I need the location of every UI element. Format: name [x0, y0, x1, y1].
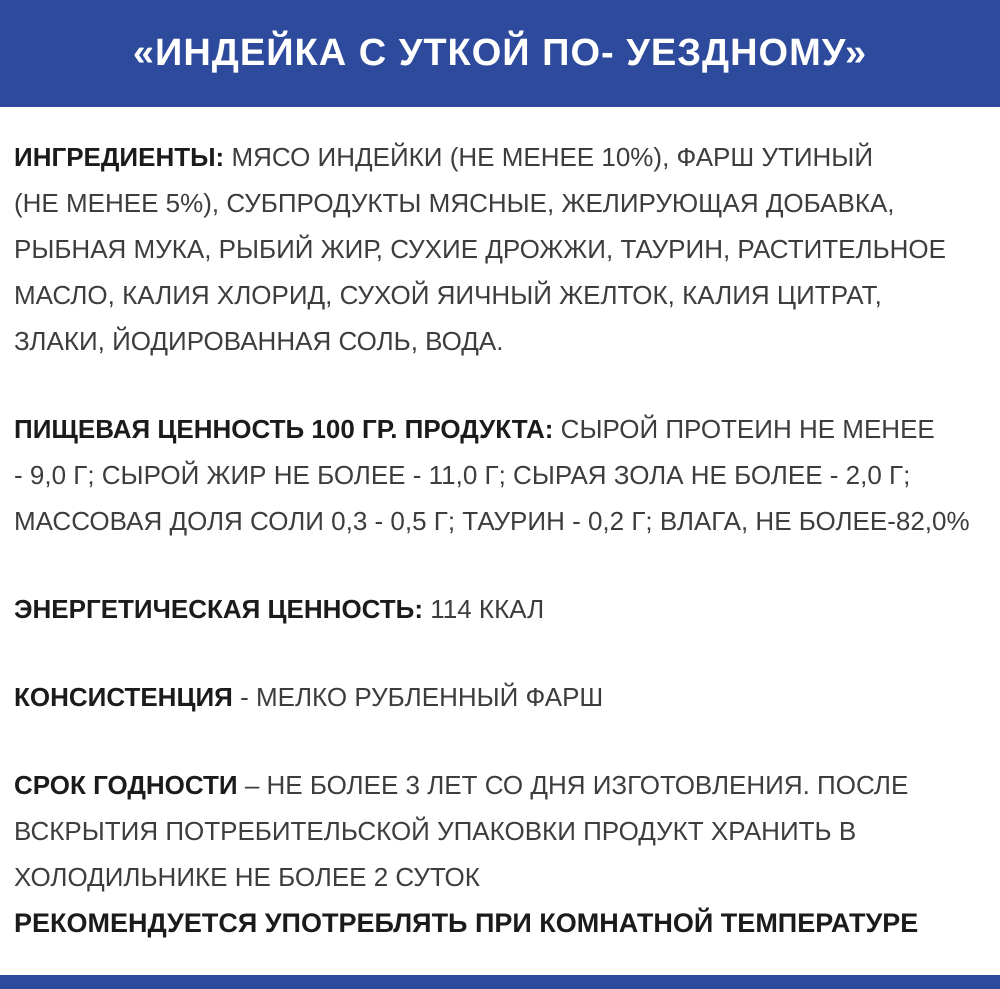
- consistency-line: [14, 674, 994, 720]
- nutrition-line-3: МАССОВАЯ ДОЛЯ СОЛИ 0,3 - 0,5 Г; ТАУРИН - 0,2 Г; ВЛАГА, НЕ БОЛЕЕ-82,0%: [14, 506, 970, 536]
- consistency-section: [14, 674, 994, 720]
- shelf-life-text: – НЕ БОЛЕЕ 3 ЛЕТ СО ДНЯ ИЗГОТОВЛЕНИЯ. ПОСЛЕ: [237, 770, 909, 800]
- nutrition-line-2: - 9,0 Г; СЫРОЙ ЖИР НЕ БОЛЕЕ - 11,0 Г; СЫРАЯ ЗОЛА НЕ БОЛЕЕ - 2,0 Г;: [14, 460, 911, 490]
- shelf-life-line-3: ХОЛОДИЛЬНИКЕ НЕ БОЛЕЕ 2 СУТОК: [14, 862, 480, 892]
- spacer: [14, 544, 994, 586]
- energy-label: ЭНЕРГЕТИЧЕСКАЯ ЦЕННОСТЬ:: [14, 594, 424, 624]
- page-title: «ИНДЕЙКА С УТКОЙ ПО- УЕЗДНОМУ»: [132, 32, 868, 74]
- product-info: [14, 134, 994, 946]
- shelf-life-line-1: [14, 762, 994, 808]
- nutrition-line-1: [14, 406, 994, 452]
- ingredients-line-5: ЗЛАКИ, ЙОДИРОВАННАЯ СОЛЬ, ВОДА.: [14, 326, 504, 356]
- energy-line: [14, 586, 994, 632]
- ingredients-text: МЯСО ИНДЕЙКИ (НЕ МЕНЕЕ 10%), ФАРШ УТИНЫЙ: [224, 142, 874, 172]
- recommendation-text: РЕКОМЕНДУЕТСЯ УПОТРЕБЛЯТЬ ПРИ КОМНАТНОЙ ТЕМПЕРАТУРЕ: [14, 908, 919, 938]
- energy-value: 114 ККАЛ: [423, 594, 545, 624]
- nutrition-label: ПИЩЕВАЯ ЦЕННОСТЬ 100 ГР. ПРОДУКТА:: [14, 414, 554, 444]
- nutrition-text: СЫРОЙ ПРОТЕИН НЕ МЕНЕЕ: [553, 414, 935, 444]
- ingredients-line-1: [14, 134, 994, 180]
- shelf-life-section: [14, 762, 994, 900]
- nutrition-section: [14, 406, 994, 544]
- shelf-life-label: СРОК ГОДНОСТИ: [14, 770, 238, 800]
- ingredients-line-2: (НЕ МЕНЕЕ 5%), СУБПРОДУКТЫ МЯСНЫЕ, ЖЕЛИРУЮЩАЯ ДОБАВКА,: [14, 188, 895, 218]
- bottom-bar: [0, 975, 1000, 989]
- ingredients-section: [14, 134, 994, 364]
- ingredients-line-3: РЫБНАЯ МУКА, РЫБИЙ ЖИР, СУХИЕ ДРОЖЖИ, ТАУРИН, РАСТИТЕЛЬНОЕ: [14, 234, 946, 264]
- spacer: [14, 364, 994, 406]
- ingredients-line-4: МАСЛО, КАЛИЯ ХЛОРИД, СУХОЙ ЯИЧНЫЙ ЖЕЛТОК, КАЛИЯ ЦИТРАТ,: [14, 280, 882, 310]
- consistency-value: - МЕЛКО РУБЛЕННЫЙ ФАРШ: [232, 682, 604, 712]
- spacer: [14, 632, 994, 674]
- ingredients-label: ИНГРЕДИЕНТЫ:: [14, 142, 225, 172]
- energy-section: [14, 586, 994, 632]
- shelf-life-line-2: ВСКРЫТИЯ ПОТРЕБИТЕЛЬСКОЙ УПАКОВКИ ПРОДУКТ ХРАНИТЬ В: [14, 816, 857, 846]
- header-banner: [0, 0, 1000, 107]
- consistency-label: КОНСИСТЕНЦИЯ: [14, 682, 233, 712]
- spacer: [14, 720, 994, 762]
